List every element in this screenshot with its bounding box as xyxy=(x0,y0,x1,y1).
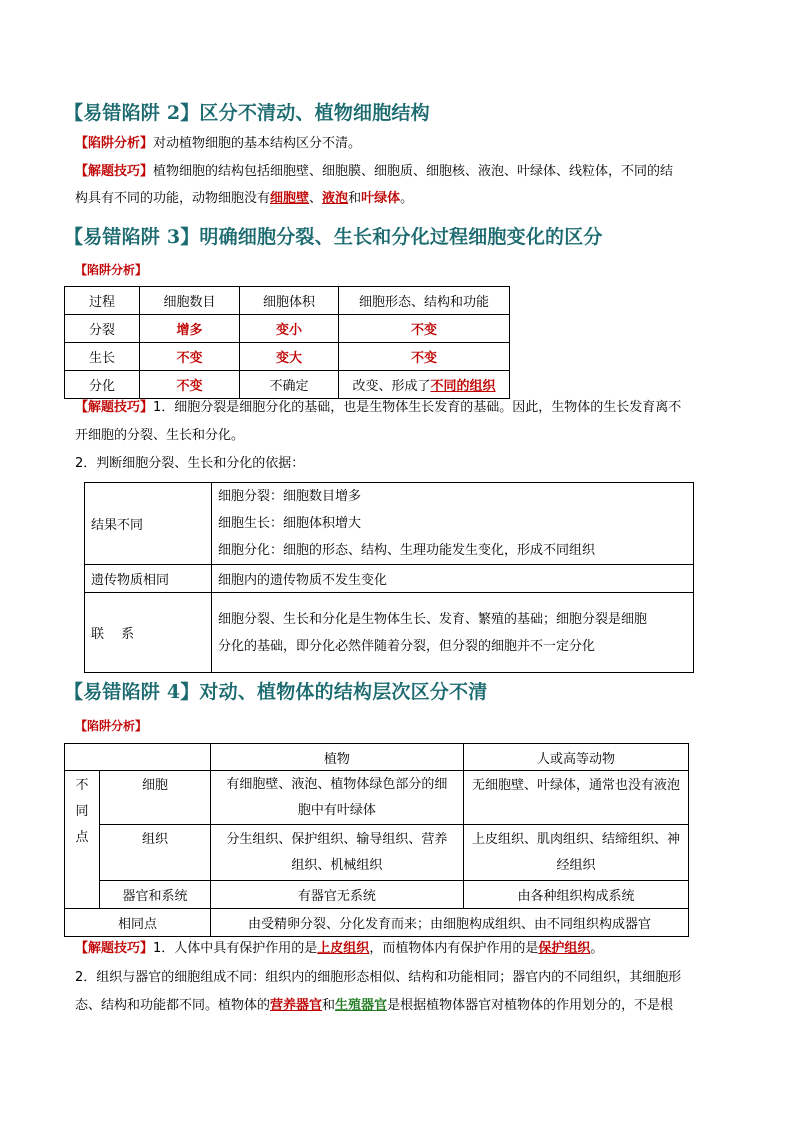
sec2-tips-tag: 【解题技巧】 xyxy=(75,164,154,179)
table-row xyxy=(65,371,510,399)
sec2-analysis-tag: 【陷阱分析】 xyxy=(75,136,154,151)
sec2-analysis-line xyxy=(75,134,361,154)
table-cell: 细胞内的遗传物质不发生变化 xyxy=(212,565,694,593)
table-cell: 增多 xyxy=(140,315,240,343)
table-header: 细胞形态、结构和功能 xyxy=(339,287,510,315)
diff-char: 不 xyxy=(75,778,89,793)
sec4-tips-line3 xyxy=(75,996,673,1016)
sec3-item2: 2．判断细胞分裂、生长和分化的依据： xyxy=(75,456,305,471)
table-cell: 有器官无系统 xyxy=(210,881,463,909)
table-cell: 无细胞壁、叶绿体，通常也没有液泡 xyxy=(463,771,688,825)
table-cell xyxy=(463,825,688,881)
sec2-tips-line1 xyxy=(75,162,673,182)
sec3-tips-text1: 1．细胞分裂是细胞分化的基础，也是生物体生长发育的基础。因此，生物体的生长发育离不 xyxy=(153,400,682,415)
sep: 和 xyxy=(348,191,362,206)
table-cell: 不变 xyxy=(140,371,240,399)
table-cell xyxy=(210,825,463,881)
table-cell xyxy=(210,771,463,825)
cell-line: 上皮组织、肌肉组织、结缔组织、神 xyxy=(471,831,680,847)
sec4-tips-line2: 2．组织与器官的细胞组成不同：组织内的细胞形态相似、结构和功能相同；器官内的不同组织，其细胞形 xyxy=(75,970,682,985)
table-row xyxy=(65,315,510,343)
table-corner xyxy=(65,744,211,771)
keyword-cell-wall: 细胞壁 xyxy=(270,191,310,206)
keyword-vegetative-organs: 营养器官 xyxy=(270,998,323,1013)
sec4-tips-line1 xyxy=(75,939,603,959)
sec4-tips-tag: 【解题技巧】 xyxy=(75,941,154,956)
section-3-title: 【易错陷阱 3】明确细胞分裂、生长和分化过程细胞变化的区分 xyxy=(64,226,603,248)
cell-line: 细胞分化：细胞的形态、结构、生理功能发生变化，形成不同组织 xyxy=(218,543,596,558)
cell-line: 胞中有叶绿体 xyxy=(297,802,376,818)
keyword-vacuole: 液泡 xyxy=(322,191,349,206)
text: 和 xyxy=(322,998,336,1013)
keyword-different-tissues: 不同的组织 xyxy=(430,379,496,394)
row-label: 相同点 xyxy=(65,909,211,937)
row-label: 细胞 xyxy=(100,771,211,825)
table-header: 人或高等动物 xyxy=(463,744,688,771)
table-cell xyxy=(212,483,694,565)
period: 。 xyxy=(590,941,604,956)
keyword-reproductive-organs: 生殖器官 xyxy=(335,998,388,1013)
table-cell: 由受精卵分裂、分化发育而来；由细胞构成组织、由不同组织构成器官 xyxy=(210,909,688,937)
keyword-chloroplast: 叶绿体 xyxy=(361,191,401,206)
sec3-tips-line1 xyxy=(75,398,681,418)
row-label: 联 系 xyxy=(85,593,212,673)
table-cell: 变小 xyxy=(240,315,339,343)
table-row xyxy=(65,881,689,909)
table-cell xyxy=(339,371,510,399)
row-label: 结果不同 xyxy=(85,483,212,565)
table-row xyxy=(85,483,694,565)
sec3-analysis-tag: 【陷阱分析】 xyxy=(75,263,148,277)
table-cell: 不变 xyxy=(339,315,510,343)
cell-line: 分化的基础，即分化必然伴随着分裂，但分裂的细胞并不一定分化 xyxy=(218,638,596,654)
cell-line: 细胞分裂、生长和分化是生物体生长、发育、繁殖的基础；细胞分裂是细胞 xyxy=(218,611,648,627)
section-2-title: 【易错陷阱 2】区分不清动、植物细胞结构 xyxy=(64,102,430,124)
table-header: 细胞数目 xyxy=(140,287,240,315)
cell-line: 细胞分裂：细胞数目增多 xyxy=(218,489,362,504)
text: 是根据植物体器官对植物体的作用划分的，不是根 xyxy=(387,998,674,1013)
table-row xyxy=(85,593,694,673)
sec3-tips-line2: 开细胞的分裂、生长和分化。 xyxy=(75,428,245,443)
table-cell: 不变 xyxy=(140,343,240,371)
diff-label xyxy=(65,771,100,909)
sec2-tips-line2 xyxy=(75,189,413,209)
table-cell: 分化 xyxy=(65,371,140,399)
diff-char: 点 xyxy=(75,830,89,845)
sec2-tips-text1: 植物细胞的结构包括细胞壁、细胞膜、细胞质、细胞核、液泡、叶绿体、线粒体，不同的结 xyxy=(153,164,674,179)
table-row xyxy=(65,343,510,371)
structure-table xyxy=(64,743,689,937)
table-cell: 不确定 xyxy=(240,371,339,399)
row-label: 组织 xyxy=(100,825,211,881)
sep: 、 xyxy=(309,191,323,206)
sec3-tips-tag: 【解题技巧】 xyxy=(75,400,154,415)
table-row xyxy=(85,565,694,593)
sec4-analysis-tag: 【陷阱分析】 xyxy=(75,719,148,733)
table-row xyxy=(65,909,689,937)
table-row xyxy=(65,825,689,881)
basis-table xyxy=(84,482,694,673)
table-header-row xyxy=(65,744,689,771)
period: 。 xyxy=(400,191,414,206)
cell-line: 细胞生长：细胞体积增大 xyxy=(218,516,362,531)
table-header: 细胞体积 xyxy=(240,287,339,315)
diff-char: 同 xyxy=(75,804,89,819)
keyword-epithelial-tissue: 上皮组织 xyxy=(317,941,370,956)
sec2-analysis-text: 对动植物细胞的基本结构区分不清。 xyxy=(153,136,362,151)
cell-text: 改变、形成了 xyxy=(352,379,431,394)
row-label: 器官和系统 xyxy=(100,881,211,909)
table-cell: 分裂 xyxy=(65,315,140,343)
section-4-title: 【易错陷阱 4】对动、植物体的结构层次区分不清 xyxy=(64,681,488,703)
row-label: 遗传物质相同 xyxy=(85,565,212,593)
cell-line: 组织、机械组织 xyxy=(291,857,383,873)
table-cell xyxy=(212,593,694,673)
table-row xyxy=(65,771,689,825)
process-table xyxy=(64,286,510,399)
keyword-protective-tissue: 保护组织 xyxy=(538,941,591,956)
table-cell: 不变 xyxy=(339,343,510,371)
table-header: 过程 xyxy=(65,287,140,315)
table-cell: 生长 xyxy=(65,343,140,371)
text: 1．人体中具有保护作用的是 xyxy=(153,941,318,956)
cell-line: 经组织 xyxy=(556,857,596,873)
table-header-row xyxy=(65,287,510,315)
cell-line: 有细胞壁、液泡、植物体绿色部分的细 xyxy=(226,776,448,792)
text: 态、结构和功能都不同。植物体的 xyxy=(75,998,271,1013)
table-cell: 由各种组织构成系统 xyxy=(463,881,688,909)
cell-line: 分生组织、保护组织、输导组织、营养 xyxy=(226,831,448,847)
text: ，而植物体内有保护作用的是 xyxy=(369,941,539,956)
table-header: 植物 xyxy=(210,744,463,771)
table-cell: 变大 xyxy=(240,343,339,371)
sec2-tips-text2: 构具有不同的功能，动物细胞没有 xyxy=(75,191,271,206)
